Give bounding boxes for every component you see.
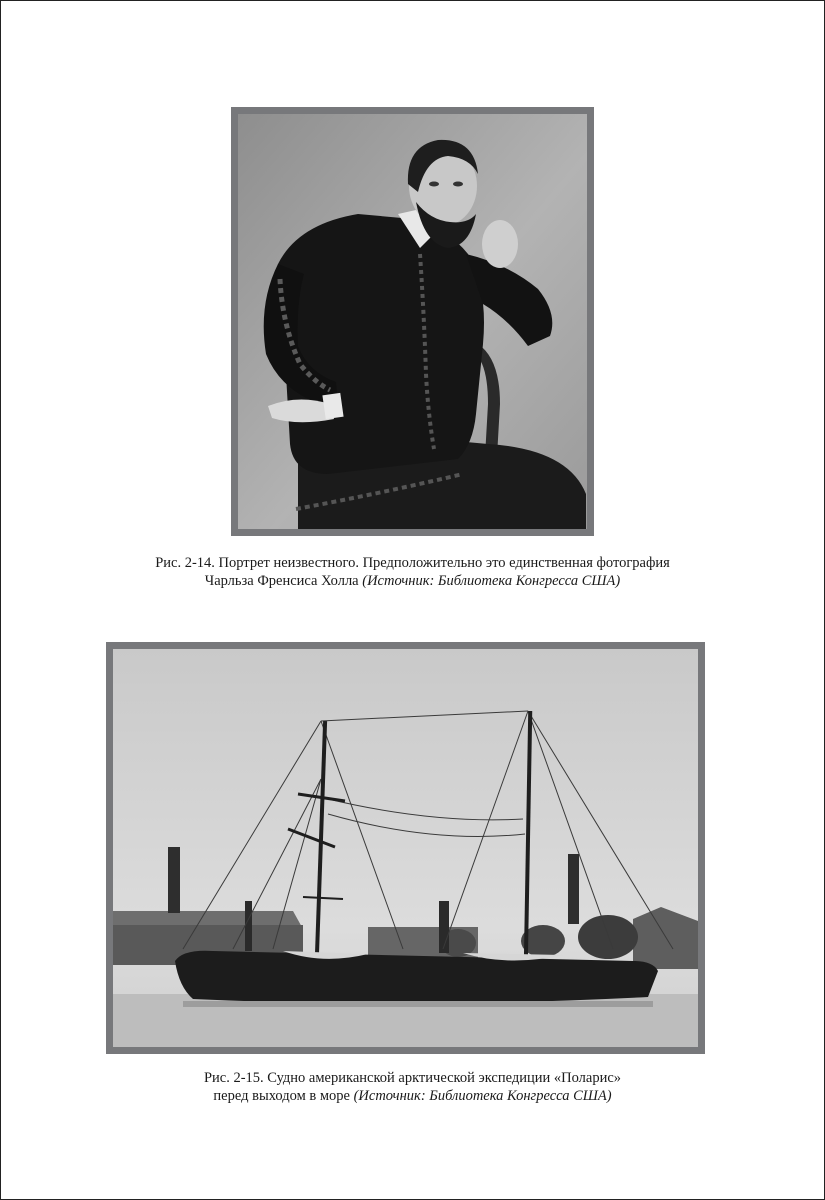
caption-text: Чарльза Френсиса Холла	[204, 573, 363, 589]
caption-source: (Источник: Библиотека Конгресса США)	[353, 1088, 612, 1104]
portrait-photo	[238, 114, 587, 529]
ship-photo	[113, 649, 698, 1047]
caption-line	[60, 1087, 765, 1105]
caption-line: Рис. 2-14. Портрет неизвестного. Предположительно это единственная фотография	[155, 555, 670, 571]
figure-caption	[60, 1069, 765, 1105]
ship-photo-frame	[106, 642, 705, 1054]
figure-caption	[60, 554, 765, 590]
caption-text: перед выходом в море	[213, 1088, 354, 1104]
caption-line	[60, 572, 765, 590]
portrait-photo-frame	[231, 107, 594, 536]
caption-source: (Источник: Библиотека Конгресса США)	[362, 573, 621, 589]
caption-line: Рис. 2-15. Судно американской арктической экспедиции «Поларис»	[203, 1070, 622, 1086]
